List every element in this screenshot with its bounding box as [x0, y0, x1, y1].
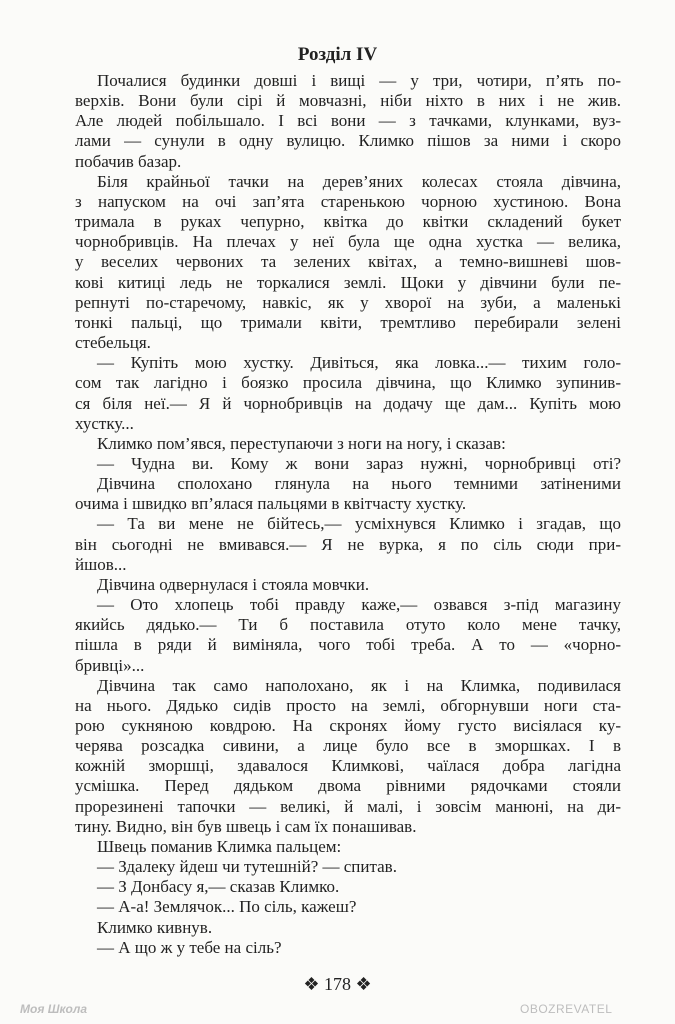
text-line: побачив базар.	[75, 151, 182, 171]
text-line: тримала в руках чепурно, квітка до квітки складений букет	[75, 212, 621, 232]
text-line: — Та ви мене не бійтесь,— усміхнувся Климко і згадав, що	[97, 514, 621, 534]
text-line: йшов...	[75, 554, 127, 574]
text-line: якийсь дядько.— Ти б поставила отуто коло мене тачку,	[75, 615, 621, 635]
text-line: Швець поманив Климка пальцем:	[97, 836, 342, 856]
text-line: черява розсадка сивини, а лице було все в зморшках. І в	[75, 736, 621, 756]
text-line: на нього. Дядько сидів просто на землі, обгорнувши ноги ста-	[75, 695, 621, 715]
text-line: стебельця.	[75, 333, 151, 353]
text-line: очима і швидко вп’ялася пальцями в квітчасту хустку.	[75, 494, 467, 514]
page-body-text	[75, 71, 621, 958]
text-line: лами — сунули в одну вулицю. Климко пішов за ними і скоро	[75, 131, 621, 151]
text-line: усмішка. Перед дядьком двома рівними рядочками стояли	[75, 776, 621, 796]
text-line: кові китиці ледь не торкалися землі. Щоки у дівчини були пе-	[75, 272, 621, 292]
text-line: Климко пом’явся, переступаючи з ноги на ногу, і сказав:	[97, 433, 506, 453]
text-line: Дівчина одвернулася і стояла мовчки.	[97, 574, 370, 594]
text-line: прорезинені тапочки — великі, й малі, і зовсім манюні, на ди-	[75, 796, 621, 816]
text-line: пішла в ряди й виміняла, чого тобі треба. А то — «чорно-	[75, 635, 621, 655]
text-line: чорнобривців. На плечах у неї була ще одна хустка — велика,	[75, 232, 621, 252]
text-line: тонкі пальці, що тримали квіти, тремтливо перебирали зелені	[75, 312, 621, 332]
text-line: у веселих червоних та зелених квітах, а темно-вишневі шов-	[75, 252, 621, 272]
text-line: бривці»...	[75, 655, 145, 675]
text-line: — А що ж у тебе на сіль?	[97, 937, 282, 957]
text-line: кожній зморшці, здавалося Климкові, чаїлася добра лагідна	[75, 756, 621, 776]
text-line: верхів. Вони були сірі й мовчазні, ніби ніхто в них і не жив.	[75, 91, 621, 111]
text-line: Біля крайньої тачки на дерев’яних колесах стояла дівчина,	[97, 171, 621, 191]
text-line: Климко кивнув.	[97, 917, 213, 937]
text-line: хустку...	[75, 413, 134, 433]
text-line: він сьогодні не вмивався.— Я не вурка, я по сіль сюди при-	[75, 534, 621, 554]
text-line: — Купіть мою хустку. Дивіться, яка ловка...— тихим голо-	[97, 353, 621, 373]
text-line: — А-а! Землячок... По сіль, кажеш?	[97, 897, 357, 917]
chapter-title: Розділ IV	[297, 44, 378, 65]
text-line: Дівчина сполохано глянула на нього темними затіненими	[97, 474, 621, 494]
text-line: Але людей побільшало. І всі вони — з тачками, клунками, вуз-	[75, 111, 621, 131]
text-line: рою сукняною ковдрою. На скронях йому густо висіялася ку-	[75, 716, 621, 735]
text-line: з напуском на очі зап’ята старенькою чорною хустиною. Вона	[75, 191, 621, 211]
text-line: — Ото хлопець тобі правду каже,— озвався з-під магазину	[97, 595, 621, 615]
text-line: репнуті по-старечому, навкіс, як у хворої на зуби, а маленькі	[75, 292, 621, 312]
page-number: ❖ 178 ❖	[303, 974, 372, 994]
watermark-obozrevatel: OBOZREVATEL	[520, 1002, 613, 1016]
text-line: — Чудна ви. Кому ж вони зараз нужні, чорнобривці оті?	[97, 453, 621, 473]
text-line: сом так лагідно і боязко просила дівчина, що Климко зупинив-	[75, 373, 621, 393]
text-line: тину. Видно, він був швець і сам їх понашивав.	[75, 816, 417, 836]
watermark-school: Моя Школа	[20, 1002, 88, 1016]
text-line: — З Донбасу я,— сказав Климко.	[97, 877, 340, 897]
text-line: Почалися будинки довші і вищі — у три, чотири, п’ять по-	[97, 71, 621, 90]
text-line: ся біля неї.— Я й чорнобривців на додачу ще дам... Купіть мою	[75, 393, 621, 413]
text-line: Дівчина так само наполохано, як і на Климка, подивилася	[97, 675, 621, 695]
text-line: — Здалеку йдеш чи тутешній? — спитав.	[97, 857, 397, 877]
